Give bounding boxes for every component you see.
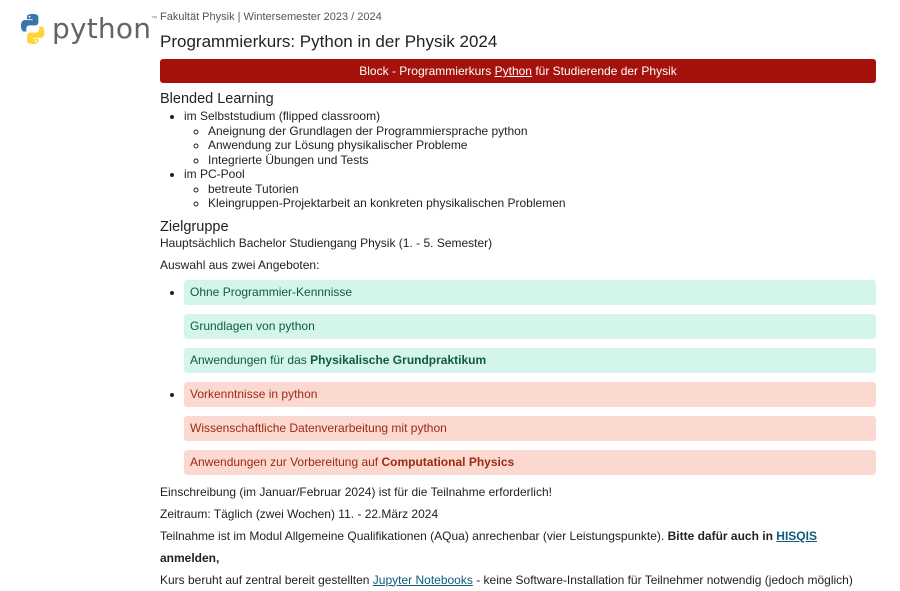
breadcrumb: Fakultät Physik | Wintersemester 2023 / 2024: [160, 11, 382, 23]
offer-box: [184, 348, 876, 373]
offer-box-text: Grundlagen von python: [190, 318, 315, 333]
list-item: [184, 167, 876, 211]
offer-box-text: Wissenschaftliche Datenverarbeitung mit python: [190, 420, 447, 435]
sub-list-item: ◦ Aneignung der Grundlagen der Programmiersprache python: [208, 124, 876, 139]
hisqis-link[interactable]: HISQIS: [776, 528, 817, 543]
offer-box-text: Ohne Programmier-Kennnisse: [190, 284, 353, 299]
period-text: Zeitraum: Täglich (zwei Wochen) 11. - 22.März 2024: [160, 506, 439, 521]
offer-box-text: Anwendungen für das: [190, 352, 311, 367]
sub-list-item: ◦ Anwendung zur Lösung physikalischer Probleme: [208, 138, 876, 153]
zielgruppe-text: Hauptsächlich Bachelor Studiengang Physik (1. - 5. Semester): [160, 235, 493, 250]
python-logo-icon: [18, 13, 48, 45]
banner-python-link[interactable]: Python: [494, 64, 532, 78]
course-banner: [160, 59, 876, 83]
trademark-symbol: ™: [151, 16, 158, 22]
blended-learning-list: [160, 109, 876, 211]
course-text: [160, 569, 876, 591]
list-item: [184, 109, 876, 167]
credit-bold-after: anmelden,: [160, 550, 220, 565]
credit-text: [160, 525, 876, 569]
jupyter-notebooks-link[interactable]: Jupyter Notebooks: [372, 572, 473, 587]
offer-box-bold-text: Physikalische Grundpraktikum: [310, 352, 487, 367]
offer-box: [184, 280, 876, 305]
offer-beginner: [184, 280, 876, 373]
credit-plain: Teilnahme ist im Modul Allgemeine Qualifikationen (AQua) anrechenbar (vier Leistungspunkte).: [160, 528, 668, 543]
banner-text-before: Block - Programmierkurs: [359, 64, 495, 78]
list-item-label: im PC-Pool: [184, 167, 245, 181]
offer-box: [184, 450, 876, 475]
offers-list: [160, 280, 876, 475]
credit-bold-before: Bitte dafür auch in: [667, 528, 777, 543]
offer-box: [184, 314, 876, 339]
python-logo-text: python: [52, 12, 152, 45]
offer-box-text: Vorkenntnisse in python: [190, 386, 318, 401]
blended-learning-heading: Blended Learning: [160, 91, 274, 107]
sub-list-item: ◦ betreute Tutorien: [208, 182, 876, 197]
course-before: Kurs beruht auf zentral bereit gestellten: [160, 572, 373, 587]
python-logo[interactable]: [18, 12, 157, 45]
sub-list-item: ◦ Integrierte Übungen und Tests: [208, 153, 876, 168]
offer-box-bold-text: Computational Physics: [381, 454, 515, 469]
offer-box-text: Anwendungen zur Vorbereitung auf: [190, 454, 382, 469]
zielgruppe-heading: Zielgruppe: [160, 218, 229, 235]
sub-list-item: ◦ Kleingruppen-Projektarbeit an konkreten physikalischen Problemen: [208, 196, 876, 211]
offer-box: [184, 382, 876, 407]
sub-list: [184, 124, 876, 168]
list-item-label: im Selbststudium (flipped classroom): [184, 109, 381, 123]
offers-intro: Auswahl aus zwei Angeboten:: [160, 257, 320, 272]
sub-list: [184, 182, 876, 211]
main-content: [160, 0, 876, 591]
course-after: - keine Software-Installation für Teilnehmer notwendig (jedoch möglich): [472, 572, 853, 587]
banner-text-after: für Studierende der Physik: [531, 64, 677, 78]
offer-advanced: [184, 382, 876, 475]
footer-info: [160, 481, 876, 591]
enrollment-text: Einschreibung (im Januar/Februar 2024) ist für die Teilnahme erforderlich!: [160, 484, 552, 499]
offer-box: [184, 416, 876, 441]
page-title: Programmierkurs: Python in der Physik 2024: [160, 32, 498, 51]
